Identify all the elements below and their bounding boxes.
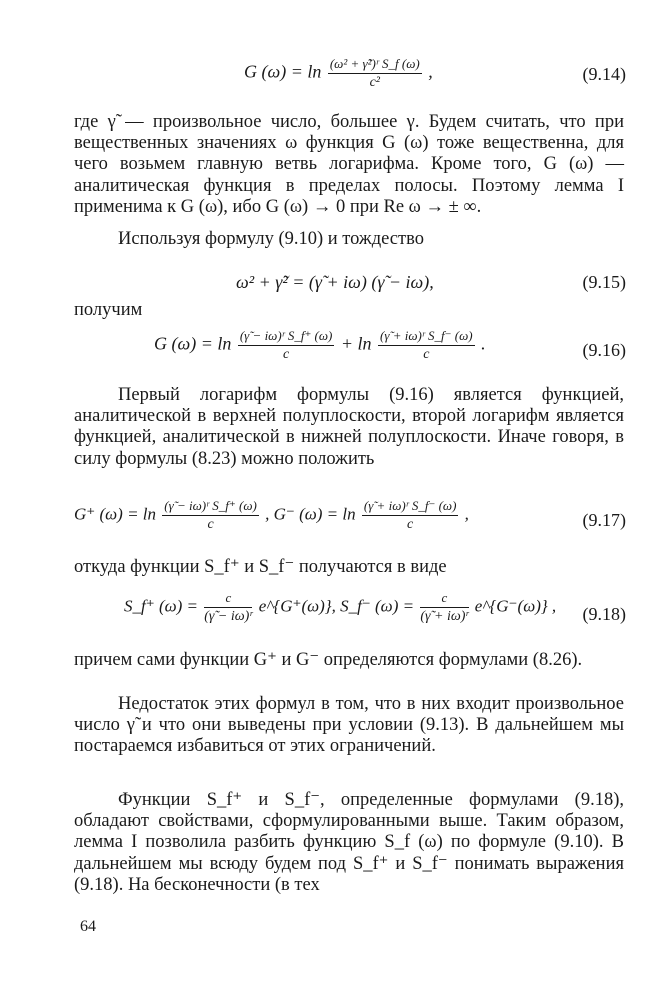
eq-9-16-tail: . — [481, 333, 486, 354]
equation-9-18 — [70, 586, 626, 646]
eq-9-18-tail: , — [551, 596, 557, 616]
eq-9-14-denominator: c² — [369, 75, 380, 90]
eq-9-18-exp-1: e^{G⁺(ω)}, — [258, 596, 336, 616]
eq-9-14-lhs: G (ω) = ln — [244, 61, 322, 82]
paragraph-1: где γ̃ — произвольное число, большее γ. Будем считать, что при вещественных значениях ω функция G (ω) тоже вещественна, для чего возьмем главную ветвь логарифма. Кроме того, G (ω) — аналитическая функция в пределах полосы. Поэтому лемма I применима к G (ω), ибо G (ω) → 0 при Re ω → ± ∞. — [74, 112, 624, 217]
eq-9-17-tail: , — [464, 504, 469, 524]
paragraph-5: причем сами функции G⁺ и G⁻ определяются формулами (8.26). — [74, 650, 583, 670]
paragraph-4: откуда функции S_f⁺ и S_f⁻ получаются в виде — [74, 557, 447, 577]
eq-9-18-numerator-1: c — [204, 590, 252, 608]
eq-9-16-mid: + ln — [340, 333, 372, 354]
eq-9-16-numerator-2: (γ̃ + iω)ʳ S_f⁻ (ω) — [378, 328, 475, 346]
equation-9-14 — [70, 52, 626, 102]
eq-9-15-number: (9.15) — [582, 272, 626, 292]
paragraph-3: Первый логарифм формулы (9.16) является функцией, аналитической в верхней полуплоскости, второй логарифм является функцией, аналитической в нижней полуплоскости. Иначе говоря, в силу формулы (8.23) можно положить — [74, 385, 624, 469]
eq-9-14-tail: , — [428, 61, 433, 82]
eq-9-18-lhs-1: S_f⁺ (ω) = — [124, 596, 198, 616]
eq-9-14-number: (9.14) — [582, 64, 626, 84]
paragraph-2: Используя формулу (9.10) и тождество — [118, 229, 424, 249]
paragraph-6: Недостаток этих формул в том, что в них входит произвольное число γ̃ и что они выведены при условии (9.13). В дальнейшем мы постараемся избавиться от этих ограничений. — [74, 694, 624, 757]
eq-9-17-number: (9.17) — [582, 510, 626, 530]
eq-9-16-number: (9.16) — [582, 340, 626, 360]
equation-9-17 — [70, 494, 626, 550]
eq-9-17-numerator-1: (γ̃ − iω)ʳ S_f⁺ (ω) — [162, 498, 259, 516]
paragraph-7: Функции S_f⁺ и S_f⁻, определенные формулами (9.18), обладают свойствами, сформулированными выше. Таким образом, лемма I позволила разбить функцию S_f (ω) по формуле (9.10). В дальнейшем мы всюду будем под S_f⁺ и S_f⁻ понимать выражения (9.18). На бесконечности (в тех — [74, 790, 624, 895]
eq-9-16-denominator-2: c — [423, 347, 430, 362]
eq-9-17-denominator-2: c — [407, 517, 414, 532]
eq-9-15-body: ω² + γ̃² = (γ̃ + iω) (γ̃ − iω), — [236, 272, 434, 292]
eq-9-17-denominator-1: c — [207, 517, 214, 532]
eq-9-18-number: (9.18) — [582, 604, 626, 624]
eq-9-16-lhs: G (ω) = ln — [154, 333, 232, 354]
eq-9-17-numerator-2: (γ̃ + iω)ʳ S_f⁻ (ω) — [362, 498, 459, 516]
eq-9-17-separator: , G⁻ (ω) = ln — [265, 504, 356, 524]
page-number: 64 — [80, 918, 96, 935]
eq-9-18-exp-2: e^{G⁻(ω)} — [474, 596, 548, 616]
equation-9-15 — [70, 270, 626, 298]
eq-9-17-lhs-1: G⁺ (ω) = ln — [74, 504, 157, 524]
eq-9-18-lhs-2: S_f⁻ (ω) = — [340, 596, 415, 616]
eq-9-16-denominator-1: c — [283, 347, 290, 362]
equation-9-16 — [70, 324, 626, 380]
eq-9-14-numerator: (ω² + γ̃²)ʳ S_f (ω) — [328, 56, 422, 74]
eq-9-18-denominator-2: (γ̃ + iω)ʳ — [420, 609, 469, 624]
eq-9-18-denominator-1: (γ̃ − iω)ʳ — [204, 609, 253, 624]
eq-9-16-numerator-1: (γ̃ − iω)ʳ S_f⁺ (ω) — [238, 328, 335, 346]
word-poluchim: получим — [74, 300, 143, 320]
eq-9-18-numerator-2: c — [420, 590, 468, 608]
